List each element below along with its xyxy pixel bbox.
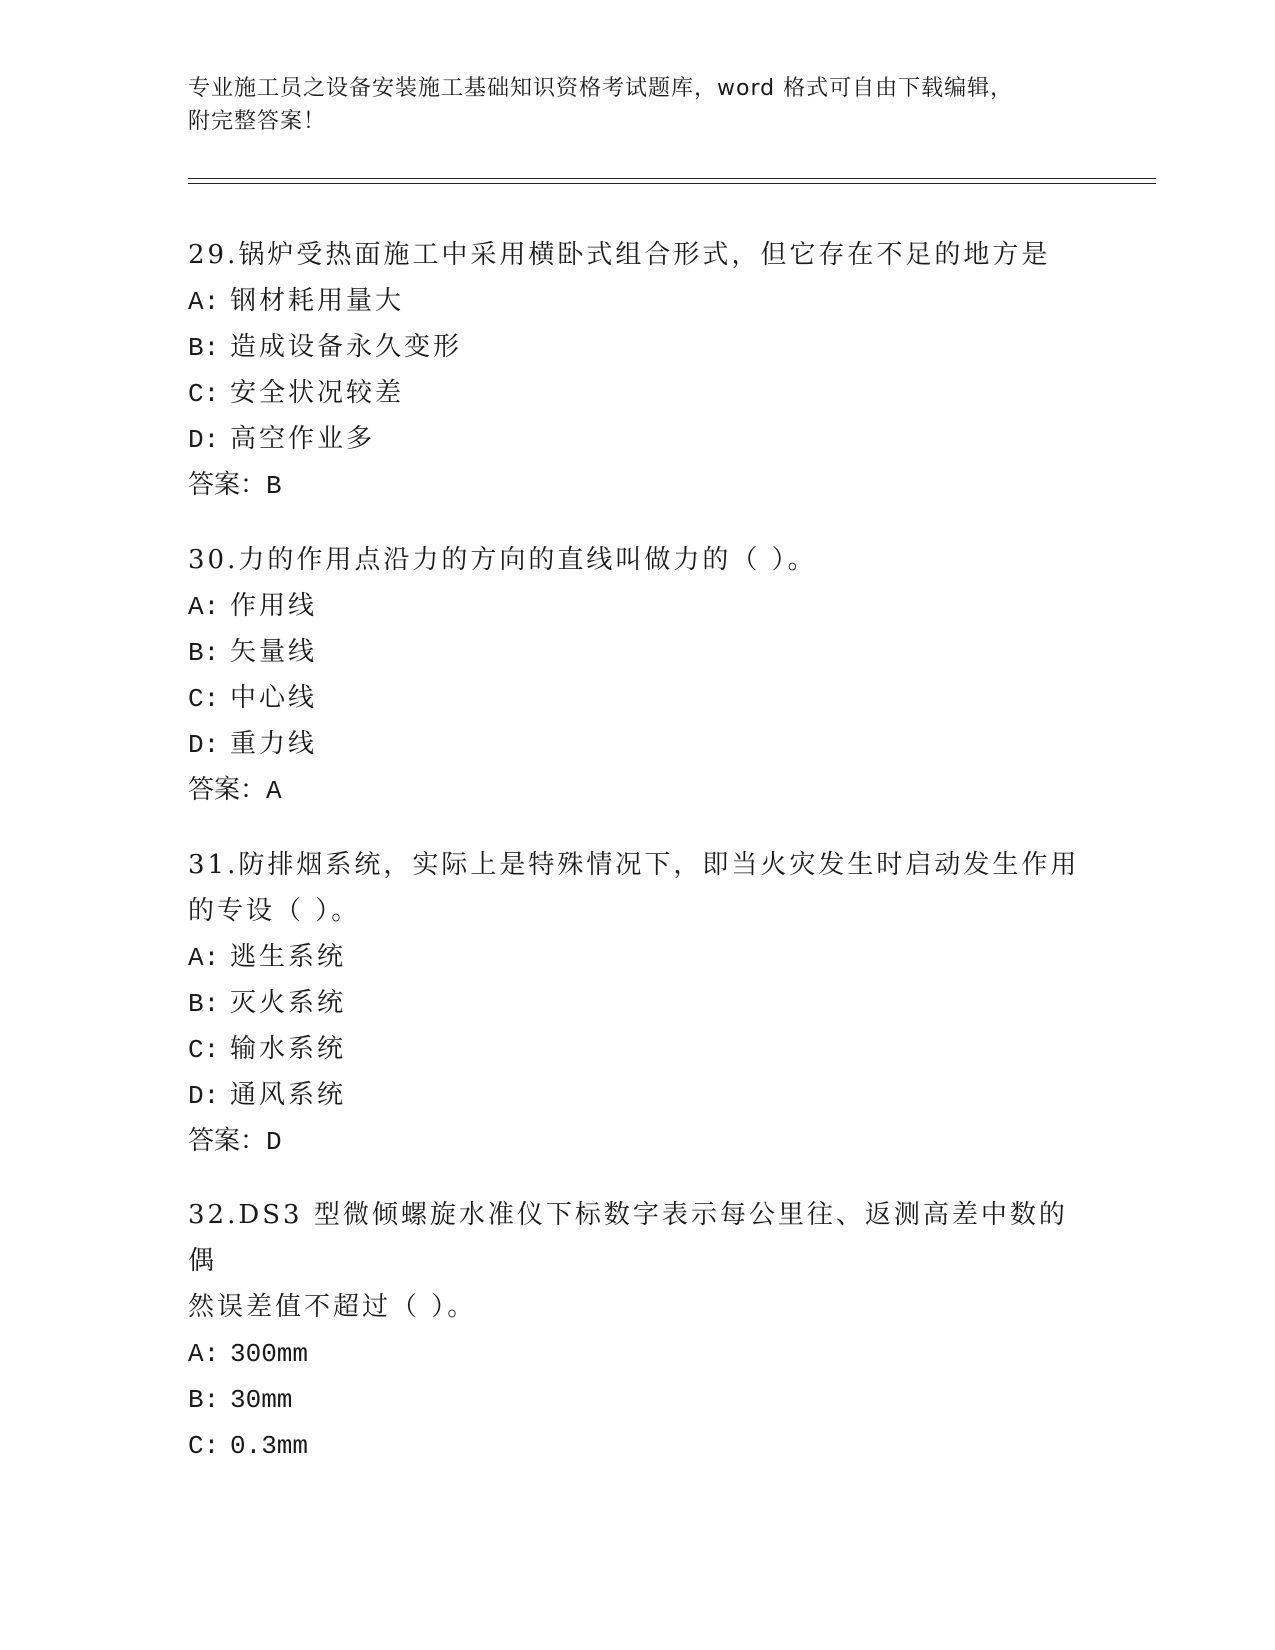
option-letter: C:: [188, 684, 220, 714]
option-text: 中心线: [230, 683, 318, 713]
answer-label: 答案：: [188, 775, 267, 805]
option-a: [188, 583, 1088, 629]
option-letter: A:: [188, 1339, 220, 1369]
option-c: [188, 675, 1088, 721]
question-29: [188, 232, 1088, 508]
document-header: [188, 72, 1088, 138]
option-c: [188, 370, 1088, 416]
option-letter: C:: [188, 1431, 220, 1461]
option-letter: B:: [188, 989, 220, 1019]
header-divider-bottom: [188, 183, 1156, 184]
option-d: [188, 1072, 1088, 1118]
option-b: [188, 629, 1088, 675]
header-line-2: 附完整答案！: [188, 109, 327, 134]
option-letter: B:: [188, 638, 220, 668]
question-32: [188, 1192, 1088, 1468]
option-letter: A:: [188, 943, 220, 973]
question-stem-line-1: 32.DS3 型微倾螺旋水准仪下标数字表示每公里往、返测高差中数的偶: [188, 1200, 1068, 1276]
option-text: 造成设备永久变形: [230, 332, 463, 362]
option-text: 安全状况较差: [230, 378, 405, 408]
option-text: 通风系统: [230, 1080, 347, 1110]
option-letter: D:: [188, 730, 220, 760]
answer-value: A: [266, 776, 282, 806]
answer-line: [188, 462, 1088, 508]
option-text: 钢材耗用量大: [230, 286, 405, 316]
option-text: 0.3mm: [230, 1431, 309, 1461]
option-text: 逃生系统: [230, 942, 347, 972]
option-a: [188, 1330, 1088, 1376]
option-a: [188, 934, 1088, 980]
question-stem-line-1: 31.防排烟系统，实际上是特殊情况下，即当火灾发生时启动发生作用: [188, 850, 1080, 880]
question-stem-line-2: 的专设（ ）。: [188, 896, 361, 926]
option-letter: D:: [188, 425, 220, 455]
option-c: [188, 1422, 1088, 1468]
answer-line: [188, 1118, 1088, 1164]
option-letter: A:: [188, 287, 220, 317]
header-line-1: 专业施工员之设备安装施工基础知识资格考试题库，word 格式可自由下载编辑，: [188, 76, 1014, 101]
answer-label: 答案：: [188, 470, 267, 500]
option-letter: C:: [188, 379, 220, 409]
question-30: [188, 537, 1088, 813]
header-divider-top: [188, 178, 1156, 179]
option-text: 重力线: [230, 729, 318, 759]
option-a: [188, 278, 1088, 324]
option-text: 输水系统: [230, 1034, 347, 1064]
option-text: 高空作业多: [230, 424, 376, 454]
option-b: [188, 1376, 1088, 1422]
option-text: 30mm: [230, 1385, 293, 1415]
option-text: 300mm: [230, 1339, 309, 1369]
question-stem: 29.锅炉受热面施工中采用横卧式组合形式，但它存在不足的地方是: [188, 240, 1051, 270]
option-letter: B:: [188, 1385, 220, 1415]
option-letter: D:: [188, 1081, 220, 1111]
answer-value: B: [266, 471, 282, 501]
option-letter: A:: [188, 592, 220, 622]
option-b: [188, 324, 1088, 370]
option-text: 灭火系统: [230, 988, 347, 1018]
option-text: 矢量线: [230, 637, 318, 667]
answer-label: 答案：: [188, 1126, 267, 1156]
answer-line: [188, 767, 1088, 813]
option-d: [188, 721, 1088, 767]
option-c: [188, 1026, 1088, 1072]
option-d: [188, 416, 1088, 462]
option-text: 作用线: [230, 591, 318, 621]
question-31: [188, 842, 1088, 1164]
answer-value: D: [266, 1127, 282, 1157]
option-letter: B:: [188, 333, 220, 363]
question-stem-line-2: 然误差值不超过（ ）。: [188, 1292, 477, 1322]
option-letter: C:: [188, 1035, 220, 1065]
option-b: [188, 980, 1088, 1026]
question-stem: 30.力的作用点沿力的方向的直线叫做力的（ ）。: [188, 545, 817, 575]
